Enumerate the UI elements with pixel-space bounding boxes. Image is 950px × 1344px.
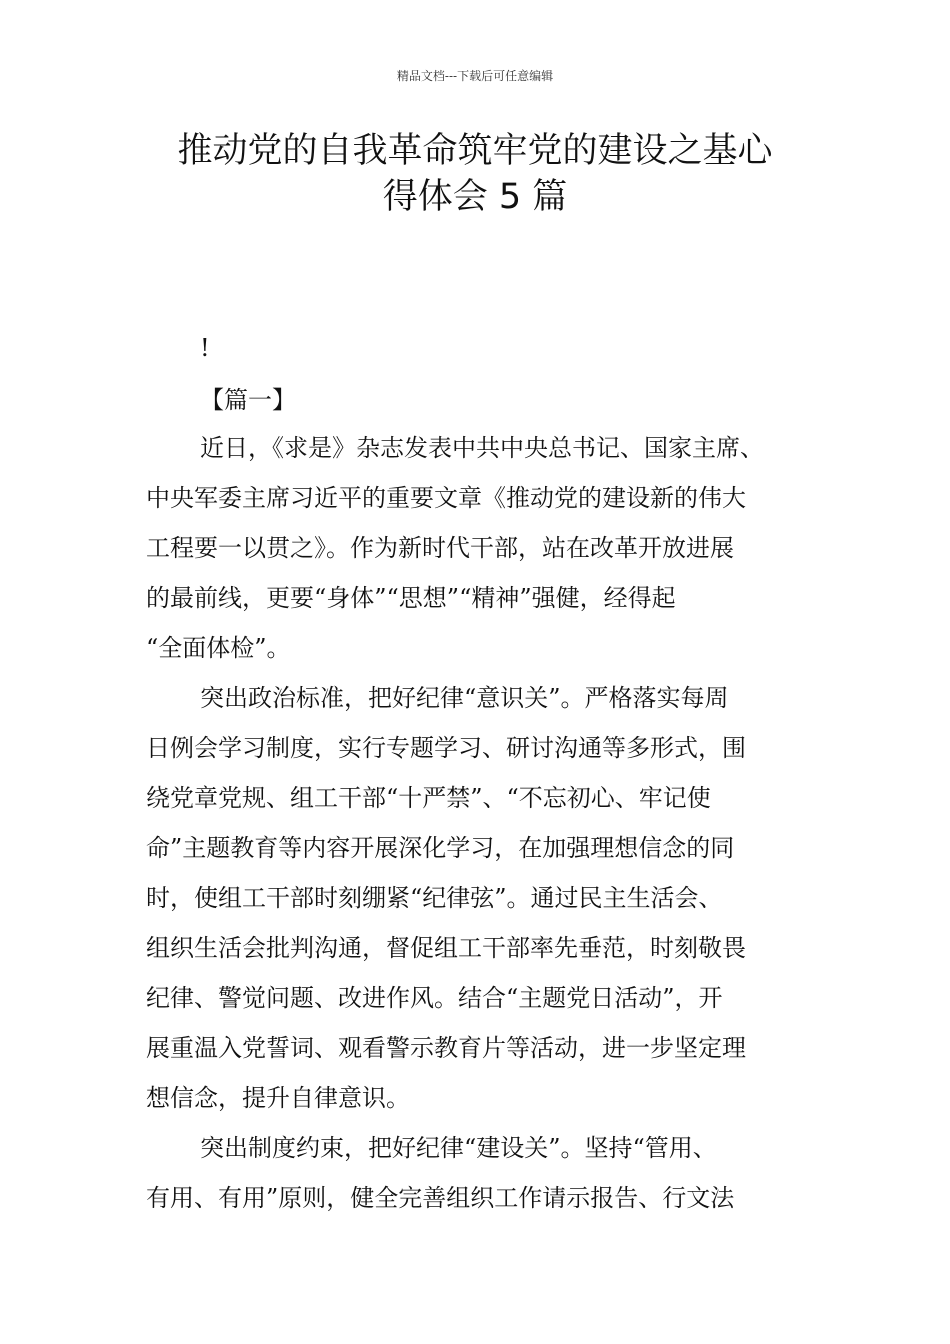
paragraph-line: 有用、有用”原则，健全完善组织工作请示报告、行文法 (146, 1184, 735, 1212)
paragraph-line: 的最前线，更要“身体”“思想”“精神”强健，经得起 (146, 584, 676, 612)
title-line-2: 得体会 5 篇 (382, 177, 568, 217)
paragraph-line: 纪律、警觉问题、改进作风。结合“主题党日活动”，开 (146, 984, 723, 1012)
title-line-1: 推动党的自我革命筑牢党的建设之基心 (177, 131, 773, 171)
paragraph-line: 突出制度约束，把好纪律“建设关”。坚持“管用、 (200, 1134, 717, 1162)
document-title (120, 128, 830, 220)
paragraph-line: 突出政治标准，把好纪律“意识关”。严格落实每周 (200, 684, 729, 712)
paragraph-line: 工程要一以贯之》。作为新时代干部，站在改革开放进展 (146, 534, 734, 562)
paragraph-line: 组织生活会批判沟通，督促组工干部率先垂范，时刻敬畏 (146, 934, 746, 962)
paragraph-line: 想信念，提升自律意识。 (146, 1084, 410, 1112)
paragraph-line: 时，使组工干部时刻绷紧“纪律弦”。通过民主生活会、 (146, 884, 723, 912)
paragraph-line: 近日，《求是》杂志发表中共中央总书记、国家主席、 (200, 434, 764, 462)
paragraph-line: 中央军委主席习近平的重要文章《推动党的建设新的伟大 (146, 484, 746, 512)
paragraph-line: 日例会学习制度，实行专题学习、研讨沟通等多形式，围 (146, 734, 746, 762)
paragraph-line: 命”主题教育等内容开展深化学习，在加强理想信念的同 (146, 834, 735, 862)
paragraph-line: 绕党章党规、组工干部“十严禁”、“不忘初心、牢记使 (146, 784, 711, 812)
header-note: 精品文档---下载后可任意编辑 (396, 69, 554, 83)
section-label: 【篇一】 (200, 386, 296, 414)
paragraph-line: “全面体检”。 (146, 634, 291, 662)
exclamation-mark: ! (200, 334, 210, 362)
paragraph-line: 展重温入党誓词、观看警示教育片等活动，进一步坚定理 (146, 1034, 746, 1062)
